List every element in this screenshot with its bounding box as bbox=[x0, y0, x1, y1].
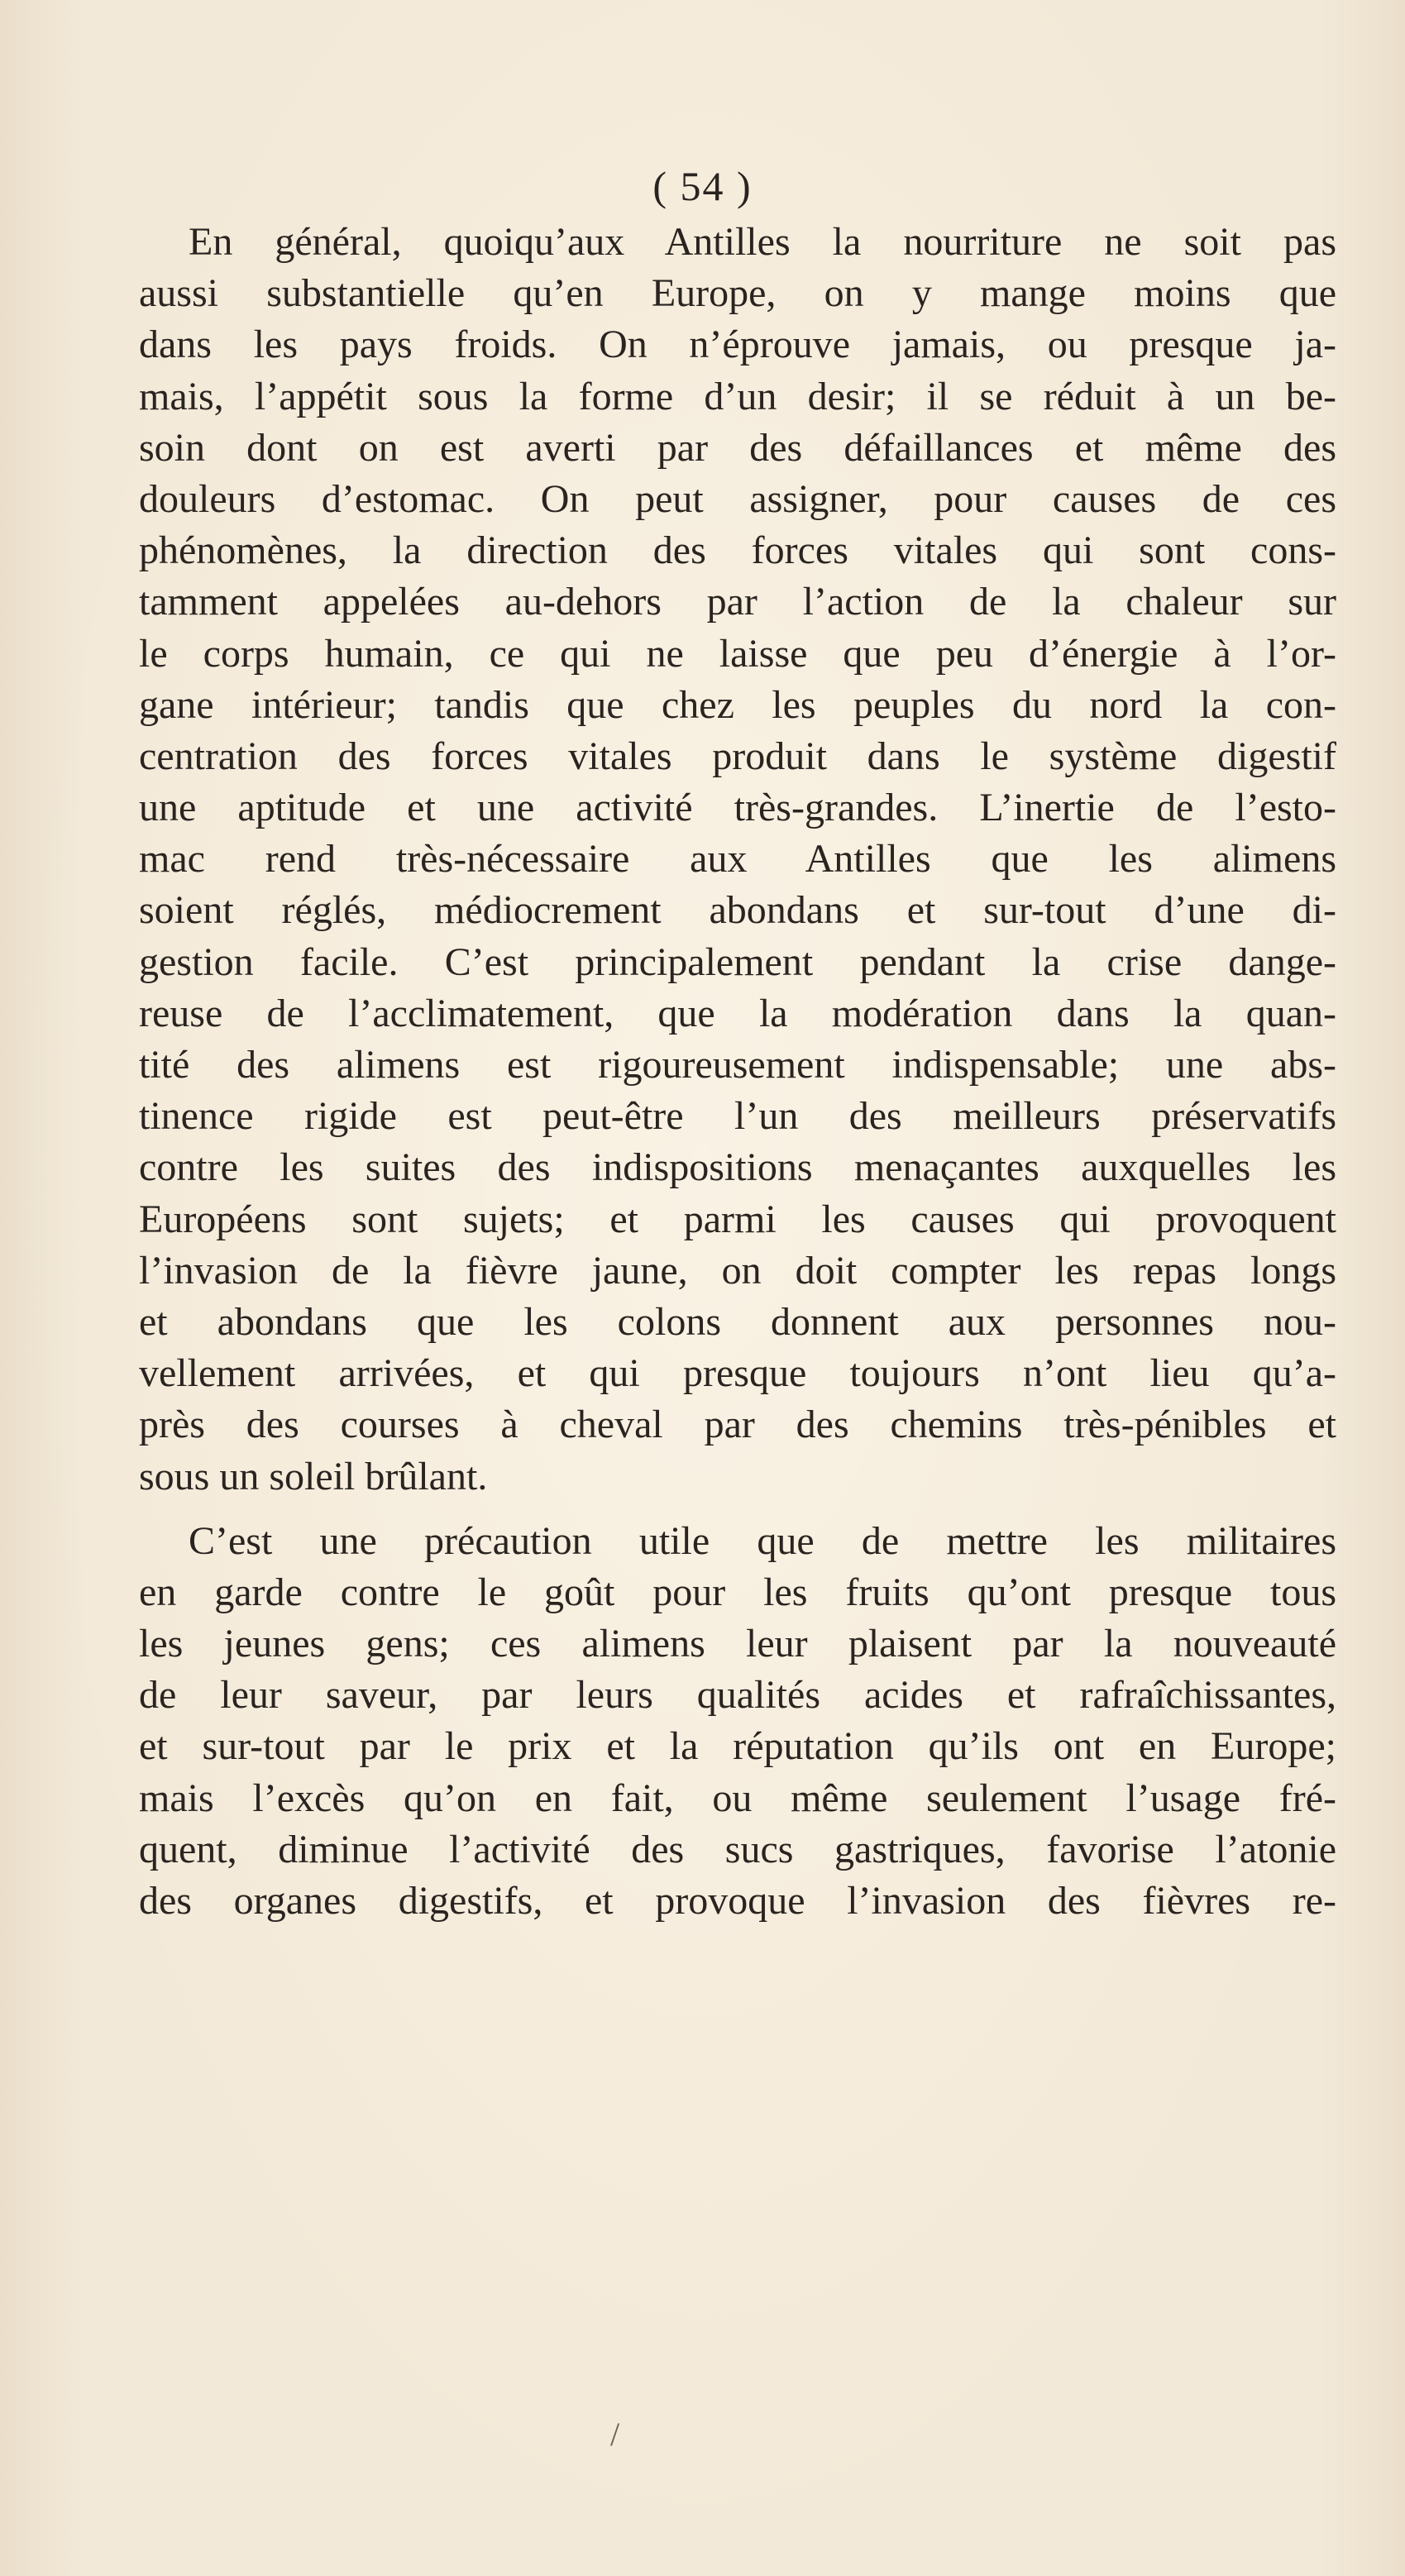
text-line: tinence rigide est peut-être l’un des meilleurs préservatifs bbox=[139, 1094, 1336, 1139]
text-line: une aptitude et une activité très-grandes. L’inertie de l’esto- bbox=[139, 786, 1336, 830]
text-line: gane intérieur; tandis que chez les peuples du nord la con- bbox=[139, 682, 1336, 727]
text-line: les jeunes gens; ces alimens leur plaisent par la nouveauté bbox=[139, 1622, 1336, 1666]
paragraph-2 bbox=[139, 1516, 1336, 1928]
text-line: de leur saveur, par leurs qualités acides et rafraîchissantes, bbox=[139, 1673, 1336, 1718]
paragraph-gap bbox=[139, 1503, 1336, 1516]
text-line: et abondans que les colons donnent aux personnes nou- bbox=[139, 1299, 1336, 1344]
text-line: gestion facile. C’est principalement pendant la crise dange- bbox=[139, 939, 1336, 984]
text-line: Européens sont sujets; et parmi les causes qui provoquent bbox=[139, 1197, 1336, 1241]
text-line: mais, l’appétit sous la forme d’un desir; il se réduit à un be- bbox=[139, 374, 1336, 418]
text-line: En général, quoiqu’aux Antilles la nourriture ne soit pas bbox=[189, 220, 1336, 264]
text-line: et sur-tout par le prix et la réputation qu’ils ont en Europe; bbox=[139, 1724, 1336, 1769]
text-line: l’invasion de la fièvre jaune, on doit compter les repas longs bbox=[139, 1248, 1336, 1293]
text-line: quent, diminue l’activité des sucs gastriques, favorise l’atonie bbox=[139, 1827, 1336, 1871]
text-line: phénomènes, la direction des forces vitales qui sont cons- bbox=[139, 528, 1336, 573]
text-line: centration des forces vitales produit dans le système digestif bbox=[139, 734, 1336, 778]
text-line: douleurs d’estomac. On peut assigner, pour causes de ces bbox=[139, 476, 1336, 521]
text-line: C’est une précaution utile que de mettre les militaires bbox=[189, 1518, 1336, 1563]
text-line: mac rend très-nécessaire aux Antilles que les alimens bbox=[139, 837, 1336, 882]
page-number: ( 54 ) bbox=[652, 163, 753, 209]
text-line: aussi substantielle qu’en Europe, on y mange moins que bbox=[139, 271, 1336, 316]
text-line: sous un soleil brûlant. bbox=[139, 1454, 488, 1498]
text-line: le corps humain, ce qui ne laisse que peu d’énergie à l’or- bbox=[139, 631, 1336, 676]
text-line: près des courses à cheval par des chemins très-pénibles et bbox=[139, 1403, 1336, 1447]
text-line: dans les pays froids. On n’éprouve jamais, ou presque ja- bbox=[139, 323, 1336, 367]
text-line: reuse de l’acclimatement, que la modération dans la quan- bbox=[139, 991, 1336, 1035]
text-line: tamment appelées au-dehors par l’action de la chaleur sur bbox=[139, 580, 1336, 624]
text-line: soient réglés, médiocrement abondans et sur-tout d’une di- bbox=[139, 888, 1336, 933]
text-line: mais l’excès qu’on en fait, ou même seulement l’usage fré- bbox=[139, 1775, 1336, 1820]
ink-mark: / bbox=[610, 2416, 620, 2453]
text-line: vellement arrivées, et qui presque toujours n’ont lieu qu’a- bbox=[139, 1351, 1336, 1396]
paragraph-1 bbox=[139, 217, 1336, 1503]
text-line: soin dont on est averti par des défaillances et même des bbox=[139, 425, 1336, 470]
text-line: des organes digestifs, et provoque l’invasion des fièvres re- bbox=[139, 1879, 1336, 1923]
text-line: tité des alimens est rigoureusement indispensable; une abs- bbox=[139, 1043, 1336, 1087]
text-line: en garde contre le goût pour les fruits qu’ont presque tous bbox=[139, 1570, 1336, 1614]
body-text bbox=[139, 217, 1336, 1927]
text-line: contre les suites des indispositions menaçantes auxquelles les bbox=[139, 1145, 1336, 1190]
